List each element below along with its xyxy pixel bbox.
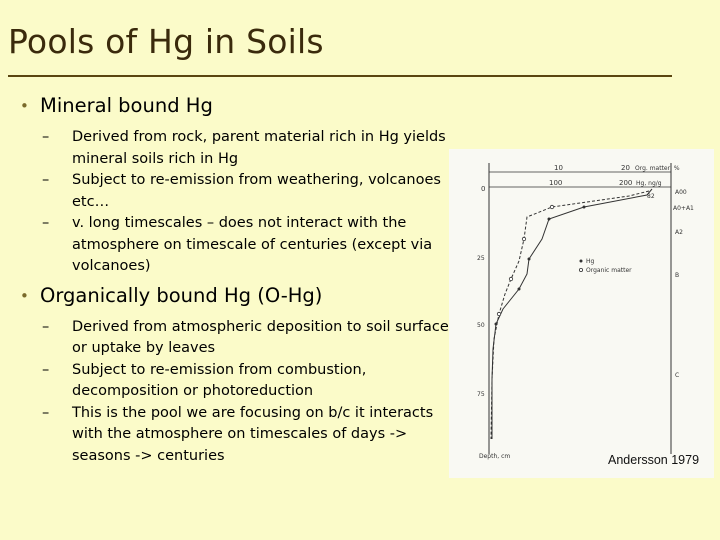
sub-item-text: v. long timescales – does not interact with the atmosphere on timescale of centuries (except via volcanoes) xyxy=(72,215,433,274)
om-markers xyxy=(497,205,553,315)
depth-axis-label: Depth, cm xyxy=(479,453,511,460)
hg-markers xyxy=(495,206,586,326)
sub-item-text: Subject to re-emission from combustion, decomposition or photoreduction xyxy=(72,361,367,399)
hg-point xyxy=(548,218,551,221)
hg-point xyxy=(528,258,531,261)
sub-item-text: Subject to re-emission from weathering, volcanoes etc… xyxy=(72,172,441,210)
depth-tick-25: 25 xyxy=(477,255,485,262)
om-tick-10: 10 xyxy=(554,164,563,172)
om-tick-20: 20 xyxy=(621,164,630,172)
sub-item: – This is the pool we are focusing on b/c it interacts with the atmosphere on timescales of days -> seasons -> centuries xyxy=(42,404,434,464)
horizon-b: B xyxy=(675,272,680,279)
bullet-dot: • xyxy=(20,97,29,115)
sub-item: – Derived from atmospheric deposition to soil surface or uptake by leaves xyxy=(42,318,449,356)
hg-point xyxy=(518,288,521,291)
depth-tick-75: 75 xyxy=(477,391,485,398)
legend-hg-marker xyxy=(580,260,583,263)
sublist-mineral xyxy=(18,127,458,278)
hg-depth-profile-figure xyxy=(449,149,714,478)
om-point xyxy=(509,277,512,280)
bullet-text: Mineral bound Hg xyxy=(40,94,213,117)
figure-credit: Andersson 1979 xyxy=(608,453,700,467)
depth-tick-0: 0 xyxy=(481,185,486,193)
om-point xyxy=(497,312,500,315)
horizon-a0a1: A0+A1 xyxy=(673,205,694,212)
point-label-82: 82 xyxy=(647,193,655,200)
bullet-mineral xyxy=(18,94,458,118)
om-axis-label: Org. matter, % xyxy=(635,165,680,172)
sub-item: – Subject to re-emission from combustion, decomposition or photoreduction xyxy=(42,361,367,399)
bullet-text: Organically bound Hg (O-Hg) xyxy=(40,283,323,307)
hg-point xyxy=(495,323,498,326)
sub-item: – Derived from rock, parent material rich in Hg yields mineral soils rich in Hg xyxy=(42,129,446,167)
hg-curve xyxy=(492,189,652,439)
hg-axis-label: Hg, ng/g xyxy=(636,180,662,187)
legend-hg: Hg xyxy=(586,258,595,265)
bullet-dot: • xyxy=(20,286,29,305)
bullet-organic xyxy=(18,284,458,308)
legend-om-marker xyxy=(579,268,582,271)
hg-tick-200: 200 xyxy=(619,179,633,187)
organic-matter-curve xyxy=(491,191,649,439)
sub-item-text: This is the pool we are focusing on b/c it interacts with the atmosphere on timescales of days -> seasons -> centuries xyxy=(72,404,434,464)
sublist-organic xyxy=(18,317,458,468)
sub-item: – v. long timescales – does not interact with the atmosphere on timescale of centuries (except via volcanoes) xyxy=(42,215,433,274)
hg-tick-100: 100 xyxy=(549,179,563,187)
sub-item-text: Derived from atmospheric deposition to soil surface or uptake by leaves xyxy=(72,318,449,356)
om-point xyxy=(522,237,525,240)
sub-item-text: Derived from rock, parent material rich in Hg yields mineral soils rich in Hg xyxy=(72,129,446,167)
sub-item: – Subject to re-emission from weathering, volcanoes etc… xyxy=(42,172,441,210)
depth-tick-50: 50 xyxy=(477,322,485,329)
depth-profile-svg xyxy=(449,149,714,478)
hg-point xyxy=(583,206,586,209)
bullet-list xyxy=(18,94,458,467)
title-underline xyxy=(8,75,672,77)
horizon-c: C xyxy=(675,372,680,379)
slide-title: Pools of Hg in Soils xyxy=(8,22,324,61)
horizon-a00: A00 xyxy=(675,189,687,196)
horizon-a2: A2 xyxy=(675,229,683,236)
legend-organic-matter: Organic matter xyxy=(586,267,632,274)
om-point xyxy=(550,205,553,208)
